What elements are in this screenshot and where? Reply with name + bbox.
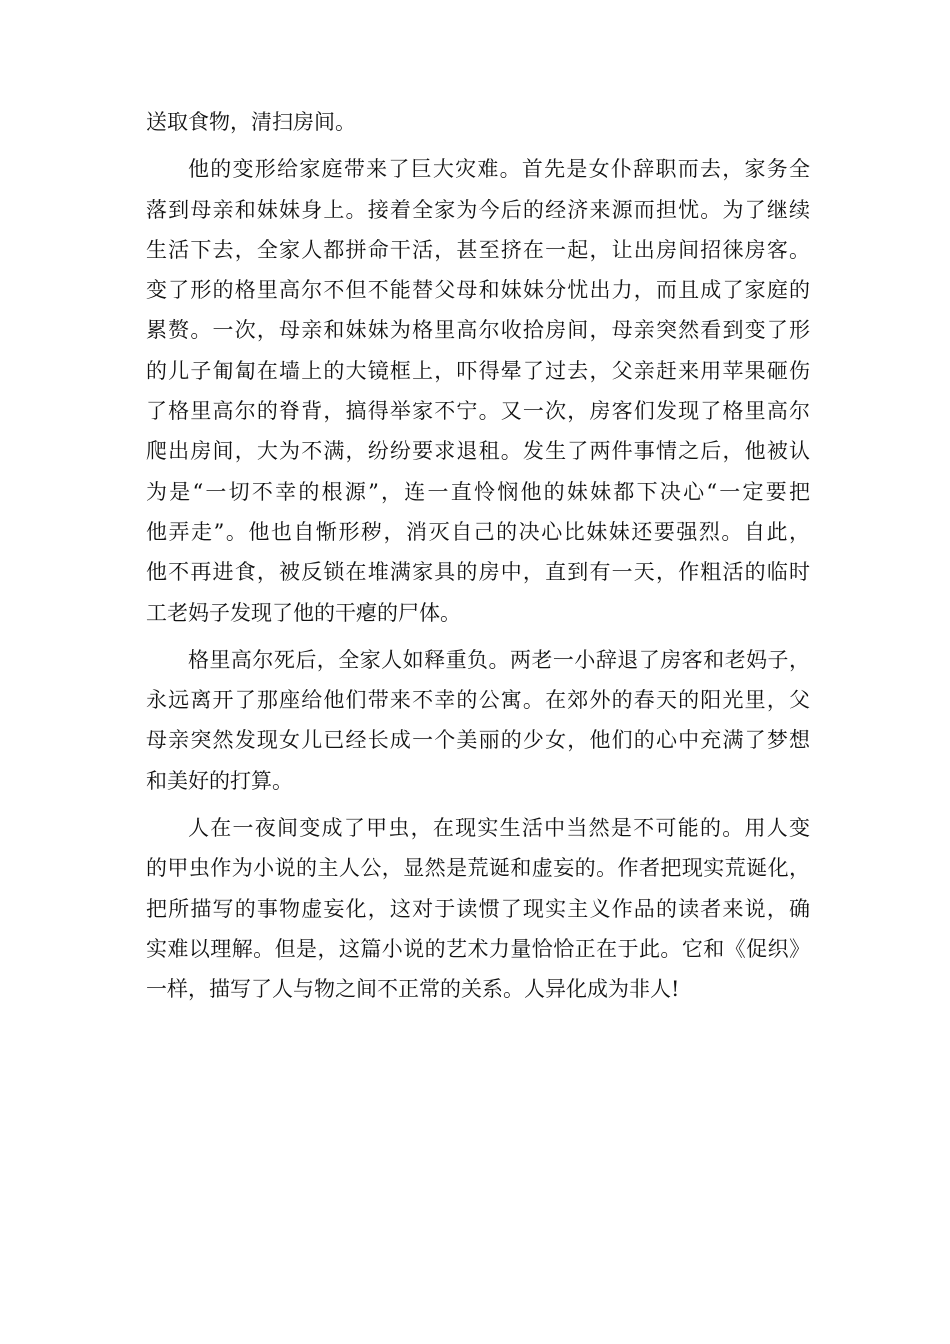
text-line: 爬出房间，大为不满，纷纷要求退租。发生了两件事情之后，他被认 [146, 439, 810, 464]
paragraph-3 [146, 640, 810, 801]
text-line: 实难以理解。但是，这篇小说的艺术力量恰恰正在于此。它和《促织》 [146, 936, 810, 961]
text-line: 和美好的打算。 [146, 768, 293, 793]
text-line: 的儿子匍匐在墙上的大镜框上，吓得晕了过去，父亲赶来用苹果砸伤 [146, 358, 810, 383]
text-line: 他的变形给家庭带来了巨大灾难。首先是女仆辞职而去，家务全 [188, 157, 810, 182]
text-line: 他弄走”。他也自惭形秽，消灭自己的决心比妹妹还要强烈。自此， [146, 519, 810, 544]
text-line: 送取食物，清扫房间。 [146, 110, 356, 134]
text-line: 他不再进食，被反锁在堆满家具的房中，直到有一天，作粗活的临时 [146, 560, 810, 585]
text-line: 落到母亲和妹妹身上。接着全家为今后的经济来源而担忧。为了继续 [146, 197, 810, 222]
paragraph-4 [146, 808, 810, 1009]
paragraph-2 [146, 149, 810, 633]
text-line: 生活下去，全家人都拼命干活，甚至挤在一起，让出房间招徕房客。 [146, 237, 810, 262]
text-line: 了格里高尔的脊背，搞得举家不宁。又一次，房客们发现了格里高尔 [146, 399, 810, 424]
text-line: 人在一夜间变成了甲虫，在现实生活中当然是不可能的。用人变 [188, 816, 810, 841]
document-page [146, 102, 810, 1010]
text-line: 变了形的格里高尔不但不能替父母和妹妹分忧出力，而且成了家庭的 [146, 278, 810, 303]
text-line: 格里高尔死后，全家人如释重负。两老一小辞退了房客和老妈子， [188, 647, 810, 672]
text-line: 一样，描写了人与物之间不正常的关系。人异化成为非人! [146, 977, 680, 1002]
text-line: 母亲突然发现女儿已经长成一个美丽的少女，他们的心中充满了梦想 [146, 728, 810, 753]
text-line: 工老妈子发现了他的干瘪的尸体。 [146, 600, 461, 625]
text-line: 累赘。一次，母亲和妹妹为格里高尔收拾房间，母亲突然看到变了形 [146, 318, 810, 343]
text-line: 的甲虫作为小说的主人公，显然是荒诞和虚妄的。作者把现实荒诞化， [146, 856, 810, 881]
text-line: 永远离开了那座给他们带来不幸的公寓。在郊外的春天的阳光里，父 [146, 688, 810, 713]
text-line: 为是“一切不幸的根源”，连一直怜悯他的妹妹都下决心“一定要把 [146, 479, 810, 504]
paragraph-1 [146, 102, 810, 142]
text-line: 把所描写的事物虚妄化，这对于读惯了现实主义作品的读者来说，确 [146, 896, 810, 921]
